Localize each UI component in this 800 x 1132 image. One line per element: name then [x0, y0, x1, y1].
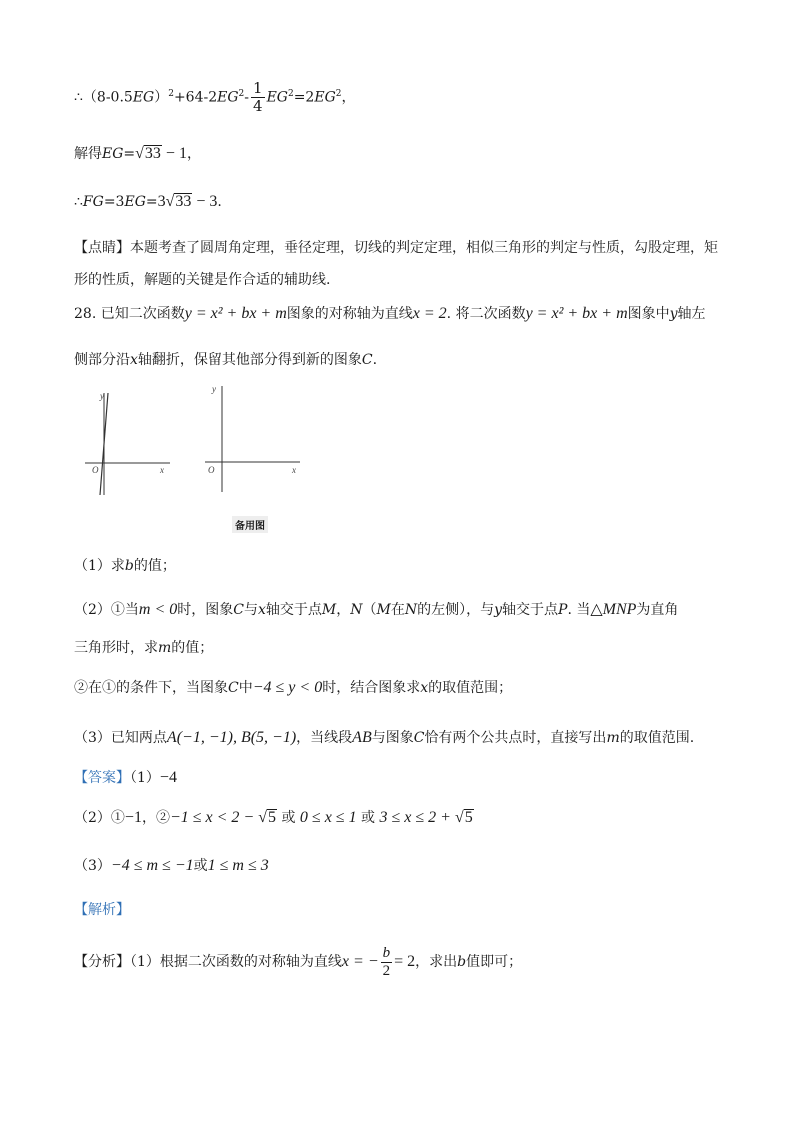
part-2-line-3: ②在①的条件下，当图象C中−4 ≤ y < 0时，结合图象求x的取值范围；: [74, 679, 513, 696]
x-axis-label: x: [292, 465, 296, 475]
question-28-line-1: 28. 已知二次函数y = x² + bx + m图象的对称轴为直线x = 2. 将二次函数y = x² + bx + m图象中y轴左: [74, 305, 706, 322]
fenxi-line: 【分析】（1）根据二次函数的对称轴为直线x = − $\frac{b}{2}$ = 2，求出b值即可；: [74, 944, 523, 979]
equation-line-1: $\therefore(8-0.5EG)^2+64-2EG^2-$ $\frac{1}{4}$ $EG^2=2EG^2$，: [74, 79, 356, 115]
figure-graph-2: [200, 380, 310, 500]
part-3: （3）已知两点A(−1, −1), B(5, −1)，当线段AB与图象C恰有两个公共点时，直接写出m的取值范围.: [74, 729, 695, 746]
origin-label: O: [208, 465, 215, 475]
question-28-line-2: 侧部分沿x轴翻折，保留其他部分得到新的图象C.: [74, 352, 378, 368]
figure-graph-1: [80, 385, 180, 505]
equation-line-3: ∴FG=3EG=3√33 − 3.: [74, 193, 222, 210]
y-axis-label: y: [212, 384, 216, 394]
answer-line-1: 【答案】（1）−4: [74, 769, 177, 786]
origin-label: O: [92, 465, 99, 475]
part-1: （1）求b的值；: [74, 558, 176, 574]
answer-line-2: （2）①−1，②−1 ≤ x < 2 − √5 或 0 ≤ x ≤ 1 或 3 ≤ x ≤ 2 + √5: [74, 809, 473, 826]
x-axis-label: x: [160, 465, 164, 475]
dianjing-line-1: 【点睛】本题考查了圆周角定理，垂径定理，切线的判定定理，相似三角形的判定与性质，勾股定理，矩: [74, 240, 718, 256]
fenxi-tag: 【分析】: [74, 954, 130, 970]
fraction-one-quarter: $\frac{1}{4}$: [253, 79, 263, 115]
answer-tag: 【答案】: [74, 770, 130, 786]
fraction-b-over-2: $\frac{b}{2}$: [382, 944, 391, 979]
dianjing-line-2: 形的性质，解题的关键是作合适的辅助线.: [74, 272, 331, 288]
equation-line-2: 解得EG=√33 − 1，: [74, 145, 201, 162]
dianjing-tag: 【点睛】: [74, 240, 130, 256]
y-axis-label: y: [100, 391, 104, 401]
part-2-line-2: 三角形时，求m的值；: [74, 640, 214, 656]
figure-caption: 备用图: [232, 516, 268, 533]
jiexi-heading: 【解析】: [74, 902, 130, 918]
part-2-line-1: （2）①当m < 0时，图象C与x轴交于点M，N（M在N的左侧），与y轴交于点P. 当△MNP为直角: [74, 601, 679, 618]
answer-line-3: （3）−4 ≤ m ≤ −1或1 ≤ m ≤ 3: [74, 857, 269, 874]
